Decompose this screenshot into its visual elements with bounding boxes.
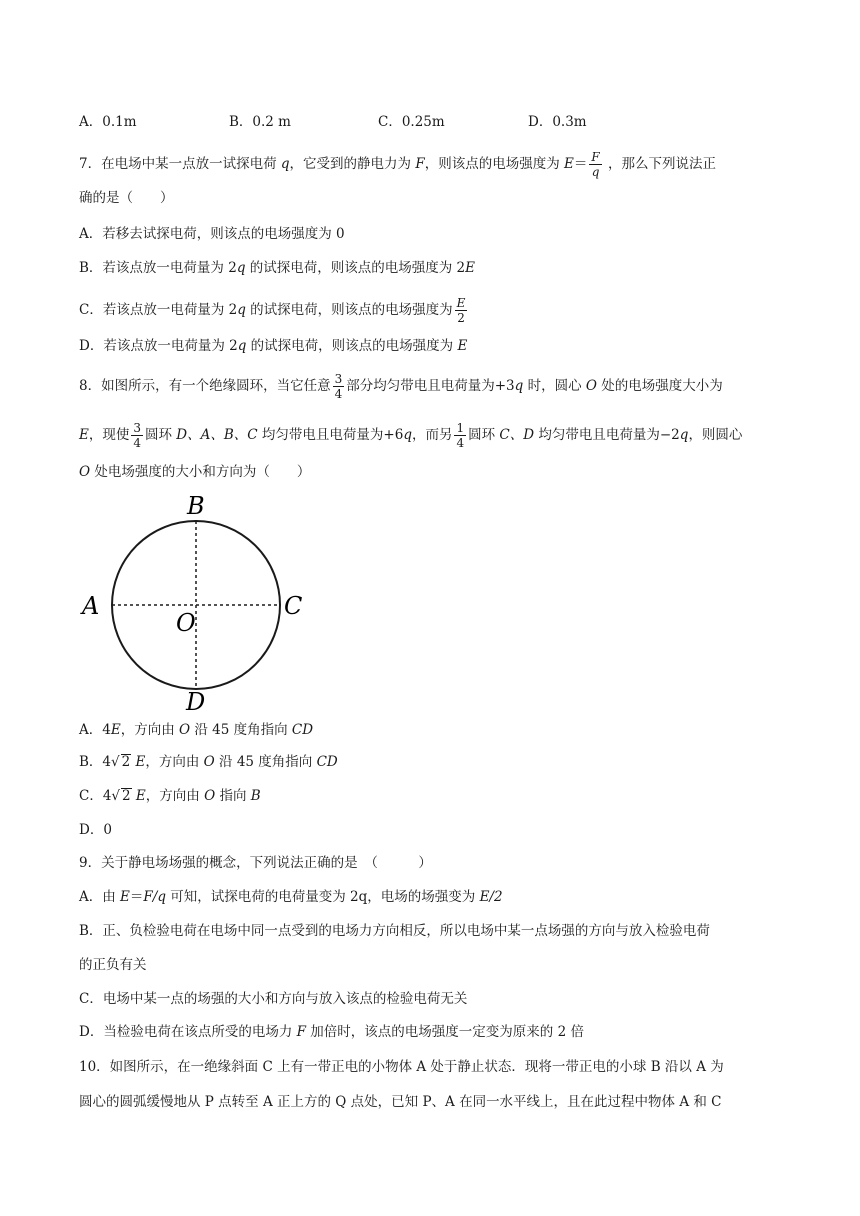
q9-stem: 9．关于静电场场强的概念，下列说法正确的是 （ ） bbox=[79, 855, 432, 871]
q8-option-c: C．4√ 2 E，方向由 O 指向 B bbox=[79, 788, 261, 804]
q7-fraction: $\frac{F}{q}$ bbox=[591, 150, 600, 179]
label-o: O bbox=[176, 609, 196, 637]
q7-option-b: B．若该点放一电荷量为 2q 的试探电荷，则该点的电场强度为 2E bbox=[79, 260, 475, 276]
q6-option-a: A．0.1m bbox=[79, 114, 137, 130]
q7-option-c-fraction: $\frac{E}{2}$ bbox=[456, 296, 466, 325]
label-b: B bbox=[187, 492, 205, 520]
q7-option-a: A．若移去试探电荷，则该点的电场强度为 0 bbox=[79, 226, 345, 242]
q6-option-d: D．0.3m bbox=[528, 114, 587, 130]
q8-option-d: D．0 bbox=[79, 822, 112, 838]
label-a: A bbox=[82, 592, 100, 620]
label-c: C bbox=[284, 592, 303, 620]
q8-stem-line3: O 处电场强度的大小和方向为（ ） bbox=[79, 464, 311, 480]
sqrt-symbol: √ bbox=[111, 754, 120, 770]
q7-option-c: C．若该点放一电荷量为 2q 的试探电荷，则该点的电场强度为 $\frac{E}{2}$ bbox=[79, 296, 466, 325]
q8-fraction-1-4: $\frac{1}{4}$ bbox=[456, 421, 465, 450]
label-d: D bbox=[186, 688, 206, 716]
q8-stem-line2: E，现使 $\frac{3}{4}$ 圆环 D、A、B、C 均匀带电且电荷量为+6q，而另 $\frac{1}{4}$ 圆环 C、D 均匀带电且电荷量为−2q，则圆心 bbox=[79, 421, 743, 450]
q9-option-b-line2: 的正负有关 bbox=[79, 957, 147, 973]
q10-stem-line1: 10．如图所示，在一绝缘斜面 C 上有一带正电的小物体 A 处于静止状态．现将一带正电的小球 B 沿以 A 为 bbox=[79, 1059, 724, 1075]
q8-option-a: A．4E，方向由 O 沿 45 度角指向 CD bbox=[79, 722, 314, 738]
sqrt-symbol: √ bbox=[111, 788, 121, 804]
q9-option-d: D．当检验电荷在该点所受的电场力 F 加倍时，该点的电场强度一定变为原来的 2 倍 bbox=[79, 1024, 584, 1040]
q8-fraction-3-4: $\frac{3}{4}$ bbox=[334, 372, 343, 401]
q10-stem-line2: 圆心的圆弧缓慢地从 P 点转至 A 正上方的 Q 点处，已知 P、A 在同一水平线上，且在此过程中物体 A 和 C bbox=[79, 1094, 722, 1110]
q6-option-c: C．0.25m bbox=[378, 114, 445, 130]
q9-option-a: A．由 E＝F/q 可知，试探电荷的电荷量变为 2q，电场的场强变为 E/2 bbox=[79, 889, 503, 905]
ring-diagram bbox=[76, 490, 316, 720]
q8-fraction-3-4b: $\frac{3}{4}$ bbox=[133, 421, 141, 450]
q6-option-b: B．0.2 m bbox=[229, 114, 291, 130]
q9-option-b-line1: B．正、负检验电荷在电场中同一点受到的电场力方向相反，所以电场中某一点场强的方向与放入检验电荷 bbox=[79, 923, 710, 939]
q8-option-b: B．4√ 2 E，方向由 O 沿 45 度角指向 CD bbox=[79, 754, 338, 770]
q8-stem-line1: 8．如图所示，有一个绝缘圆环，当它任意 $\frac{3}{4}$ 部分均匀带电且电荷量为+3q 时，圆心 O 处的电场强度大小为 bbox=[79, 372, 723, 401]
q9-option-c: C．电场中某一点的场强的大小和方向与放入该点的检验电荷无关 bbox=[79, 991, 468, 1007]
q7-option-d: D．若该点放一电荷量为 2q 的试探电荷，则该点的电场强度为 E bbox=[79, 338, 468, 354]
q7-stem-line1: 7．在电场中某一点放一试探电荷 q，它受到的静电力为 F，则该点的电场强度为 E＝ $\frac{F}{q}$ ，那么下列说法正 bbox=[79, 150, 716, 179]
q7-stem-line2: 确的是（ ） bbox=[79, 190, 174, 206]
